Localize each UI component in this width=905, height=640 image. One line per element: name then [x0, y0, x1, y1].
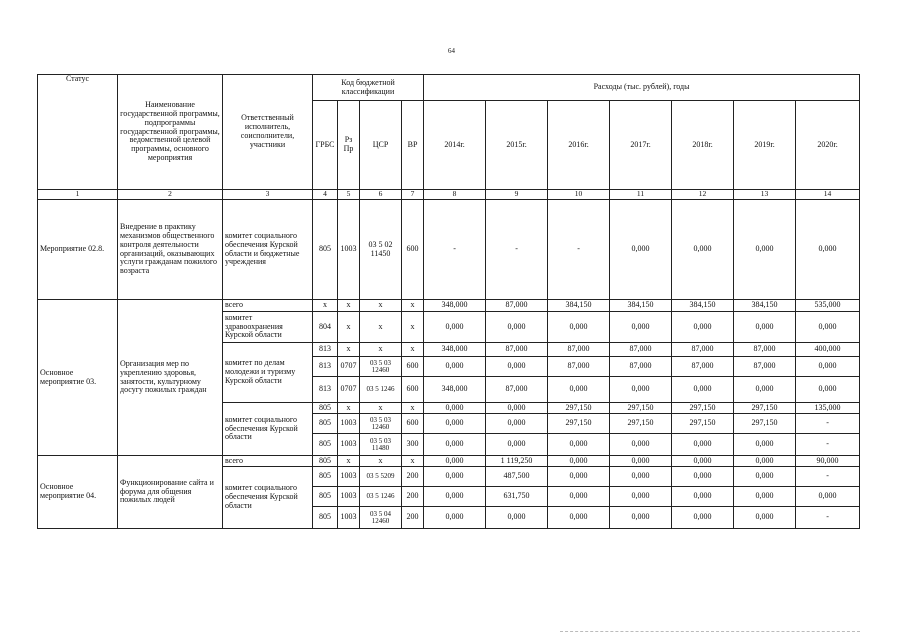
value-cell: 487,500: [486, 467, 548, 487]
csr-cell: 03 5 03 12460: [360, 414, 402, 434]
vr-cell: 300: [402, 434, 424, 456]
value-cell: -: [424, 200, 486, 300]
index-cell: 5: [338, 190, 360, 200]
value-cell: 348,000: [424, 377, 486, 403]
vr-cell: 200: [402, 467, 424, 487]
responsible-cell: комитет здравоохранения Курской области: [223, 312, 313, 343]
header-grbs: ГРБС: [313, 101, 338, 190]
vr-cell: 200: [402, 487, 424, 507]
value-cell: 0,000: [734, 312, 796, 343]
value-cell: 87,000: [610, 343, 672, 357]
csr-cell: 03 5 03 12460: [360, 357, 402, 377]
rzpr-cell: 0707: [338, 377, 360, 403]
value-cell: 0,000: [548, 456, 610, 467]
rzpr-cell: 1003: [338, 467, 360, 487]
page-number: 64: [448, 47, 455, 55]
value-cell: 0,000: [672, 312, 734, 343]
header-year: 2018г.: [672, 101, 734, 190]
csr-cell: x: [360, 403, 402, 414]
csr-cell: 03 5 1246: [360, 377, 402, 403]
grbs-cell: 805: [313, 487, 338, 507]
value-cell: 87,000: [548, 357, 610, 377]
value-cell: 0,000: [610, 456, 672, 467]
value-cell: 0,000: [548, 467, 610, 487]
header-responsible: Ответственный исполнитель, соисполнители, участники: [223, 75, 313, 190]
value-cell: 87,000: [734, 343, 796, 357]
table-row: [38, 300, 860, 312]
scan-artifact-line: [560, 631, 860, 633]
value-cell: -: [548, 200, 610, 300]
rzpr-cell: 1003: [338, 507, 360, 529]
value-cell: 384,150: [734, 300, 796, 312]
index-cell: 14: [796, 190, 860, 200]
value-cell: -: [796, 434, 860, 456]
value-cell: 384,150: [610, 300, 672, 312]
grbs-cell: 813: [313, 377, 338, 403]
responsible-cell: комитет социального обеспечения Курской области: [223, 403, 313, 456]
value-cell: 0,000: [610, 467, 672, 487]
value-cell: 297,150: [548, 403, 610, 414]
rzpr-cell: x: [338, 343, 360, 357]
csr-cell: 03 5 04 12460: [360, 507, 402, 529]
value-cell: 0,000: [734, 456, 796, 467]
value-cell: 0,000: [548, 507, 610, 529]
value-cell: 0,000: [424, 456, 486, 467]
value-cell: 0,000: [424, 434, 486, 456]
header-year: 2020г.: [796, 101, 860, 190]
header-rzpr: Рз Пр: [338, 101, 360, 190]
value-cell: 0,000: [610, 507, 672, 529]
value-cell: 0,000: [734, 377, 796, 403]
value-cell: 0,000: [610, 487, 672, 507]
value-cell: 0,000: [734, 467, 796, 487]
vr-cell: x: [402, 343, 424, 357]
value-cell: 0,000: [610, 434, 672, 456]
grbs-cell: 805: [313, 403, 338, 414]
value-cell: 348,000: [424, 343, 486, 357]
value-cell: 0,000: [486, 312, 548, 343]
csr-cell: x: [360, 312, 402, 343]
value-cell: 297,150: [672, 414, 734, 434]
rzpr-cell: x: [338, 456, 360, 467]
vr-cell: 600: [402, 200, 424, 300]
value-cell: 0,000: [734, 507, 796, 529]
name-cell: Функционирование сайта и форума для общения пожилых людей: [118, 456, 223, 529]
responsible-cell: комитет социального обеспечения Курской области и бюджетные учреждения: [223, 200, 313, 300]
csr-cell: 03 5 5209: [360, 467, 402, 487]
header-name: Наименование государственной программы, подпрограммы государственной программы, ведомственной целевой программы, основного мероприятия: [118, 75, 223, 190]
grbs-cell: 804: [313, 312, 338, 343]
value-cell: 87,000: [734, 357, 796, 377]
value-cell: 0,000: [734, 200, 796, 300]
value-cell: 87,000: [672, 343, 734, 357]
header-year: 2014г.: [424, 101, 486, 190]
grbs-cell: 805: [313, 456, 338, 467]
value-cell: 0,000: [672, 487, 734, 507]
value-cell: 0,000: [486, 507, 548, 529]
header-expenses: Расходы (тыс. рублей), годы: [424, 75, 860, 101]
rzpr-cell: 1003: [338, 414, 360, 434]
value-cell: 0,000: [548, 377, 610, 403]
status-cell: Мероприятие 02.8.: [38, 200, 118, 300]
index-cell: 8: [424, 190, 486, 200]
responsible-cell: комитет социального обеспечения Курской области: [223, 467, 313, 529]
value-cell: 535,000: [796, 300, 860, 312]
value-cell: 0,000: [672, 200, 734, 300]
vr-cell: 600: [402, 414, 424, 434]
header-status: Статус: [38, 75, 118, 190]
vr-cell: x: [402, 300, 424, 312]
value-cell: 87,000: [486, 377, 548, 403]
value-cell: 348,000: [424, 300, 486, 312]
value-cell: 0,000: [796, 487, 860, 507]
header-year: 2015г.: [486, 101, 548, 190]
value-cell: 0,000: [672, 434, 734, 456]
value-cell: 87,000: [486, 300, 548, 312]
value-cell: 0,000: [548, 487, 610, 507]
value-cell: 87,000: [672, 357, 734, 377]
value-cell: 297,150: [548, 414, 610, 434]
grbs-cell: 813: [313, 343, 338, 357]
index-cell: 10: [548, 190, 610, 200]
index-cell: 3: [223, 190, 313, 200]
index-cell: 6: [360, 190, 402, 200]
grbs-cell: 805: [313, 200, 338, 300]
value-cell: 0,000: [424, 487, 486, 507]
value-cell: 297,150: [734, 414, 796, 434]
value-cell: 1 119,250: [486, 456, 548, 467]
value-cell: 297,150: [610, 403, 672, 414]
value-cell: 0,000: [610, 200, 672, 300]
value-cell: 90,000: [796, 456, 860, 467]
csr-cell: 03 5 02 11450: [360, 200, 402, 300]
value-cell: 0,000: [486, 403, 548, 414]
value-cell: 0,000: [486, 357, 548, 377]
responsible-cell: комитет по делам молодежи и туризму Курской области: [223, 343, 313, 403]
csr-cell: 03 5 03 11480: [360, 434, 402, 456]
status-cell: Основное мероприятие 04.: [38, 456, 118, 529]
value-cell: 0,000: [796, 312, 860, 343]
grbs-cell: 805: [313, 507, 338, 529]
grbs-cell: 805: [313, 434, 338, 456]
table-row: [38, 200, 860, 300]
csr-cell: 03 5 1246: [360, 487, 402, 507]
value-cell: 384,150: [548, 300, 610, 312]
header-budget-code: Код бюджетной классификации: [313, 75, 424, 101]
value-cell: 135,000: [796, 403, 860, 414]
value-cell: -: [796, 507, 860, 529]
value-cell: 0,000: [734, 487, 796, 507]
value-cell: 400,000: [796, 343, 860, 357]
status-cell: Основное мероприятие 03.: [38, 300, 118, 456]
value-cell: 0,000: [610, 377, 672, 403]
vr-cell: 200: [402, 507, 424, 529]
header-csr: ЦСР: [360, 101, 402, 190]
value-cell: 384,150: [672, 300, 734, 312]
value-cell: 0,000: [424, 357, 486, 377]
index-cell: 1: [38, 190, 118, 200]
value-cell: -: [796, 467, 860, 487]
rzpr-cell: x: [338, 403, 360, 414]
header-year: 2017г.: [610, 101, 672, 190]
rzpr-cell: x: [338, 312, 360, 343]
csr-cell: x: [360, 456, 402, 467]
index-cell: 4: [313, 190, 338, 200]
value-cell: -: [486, 200, 548, 300]
value-cell: 0,000: [672, 377, 734, 403]
value-cell: 87,000: [610, 357, 672, 377]
vr-cell: x: [402, 456, 424, 467]
index-cell: 2: [118, 190, 223, 200]
value-cell: 297,150: [734, 403, 796, 414]
name-cell: Внедрение в практику механизмов общественного контроля деятельности организаций, оказывающих услуги гражданам пожилого возраста: [118, 200, 223, 300]
value-cell: 0,000: [548, 312, 610, 343]
value-cell: 0,000: [486, 434, 548, 456]
index-cell: 7: [402, 190, 424, 200]
value-cell: 0,000: [672, 467, 734, 487]
rzpr-cell: x: [338, 300, 360, 312]
index-cell: 12: [672, 190, 734, 200]
rzpr-cell: 1003: [338, 434, 360, 456]
header-year: 2019г.: [734, 101, 796, 190]
rzpr-cell: 1003: [338, 200, 360, 300]
vr-cell: 600: [402, 357, 424, 377]
header-year: 2016г.: [548, 101, 610, 190]
value-cell: 631,750: [486, 487, 548, 507]
value-cell: 0,000: [424, 403, 486, 414]
index-cell: 13: [734, 190, 796, 200]
index-cell: 9: [486, 190, 548, 200]
value-cell: 87,000: [486, 343, 548, 357]
value-cell: 297,150: [610, 414, 672, 434]
budget-table: [37, 74, 860, 529]
vr-cell: x: [402, 312, 424, 343]
csr-cell: x: [360, 343, 402, 357]
value-cell: 0,000: [486, 414, 548, 434]
vr-cell: x: [402, 403, 424, 414]
value-cell: 0,000: [796, 377, 860, 403]
grbs-cell: x: [313, 300, 338, 312]
table-row: [38, 456, 860, 467]
csr-cell: x: [360, 300, 402, 312]
value-cell: 0,000: [734, 434, 796, 456]
grbs-cell: 813: [313, 357, 338, 377]
value-cell: 0,000: [424, 312, 486, 343]
rzpr-cell: 1003: [338, 487, 360, 507]
responsible-cell: всего: [223, 300, 313, 312]
value-cell: 0,000: [424, 414, 486, 434]
value-cell: 0,000: [548, 434, 610, 456]
value-cell: 0,000: [672, 507, 734, 529]
value-cell: -: [796, 414, 860, 434]
value-cell: 0,000: [424, 507, 486, 529]
rzpr-cell: 0707: [338, 357, 360, 377]
value-cell: 0,000: [796, 357, 860, 377]
value-cell: 0,000: [424, 467, 486, 487]
responsible-cell: всего: [223, 456, 313, 467]
grbs-cell: 805: [313, 467, 338, 487]
value-cell: 0,000: [610, 312, 672, 343]
column-index-row: [38, 190, 860, 200]
grbs-cell: 805: [313, 414, 338, 434]
value-cell: 87,000: [548, 343, 610, 357]
value-cell: 0,000: [672, 456, 734, 467]
name-cell: Организация мер по укреплению здоровья, занятости, культурному досугу пожилых граждан: [118, 300, 223, 456]
vr-cell: 600: [402, 377, 424, 403]
index-cell: 11: [610, 190, 672, 200]
value-cell: 0,000: [796, 200, 860, 300]
header-vr: ВР: [402, 101, 424, 190]
value-cell: 297,150: [672, 403, 734, 414]
